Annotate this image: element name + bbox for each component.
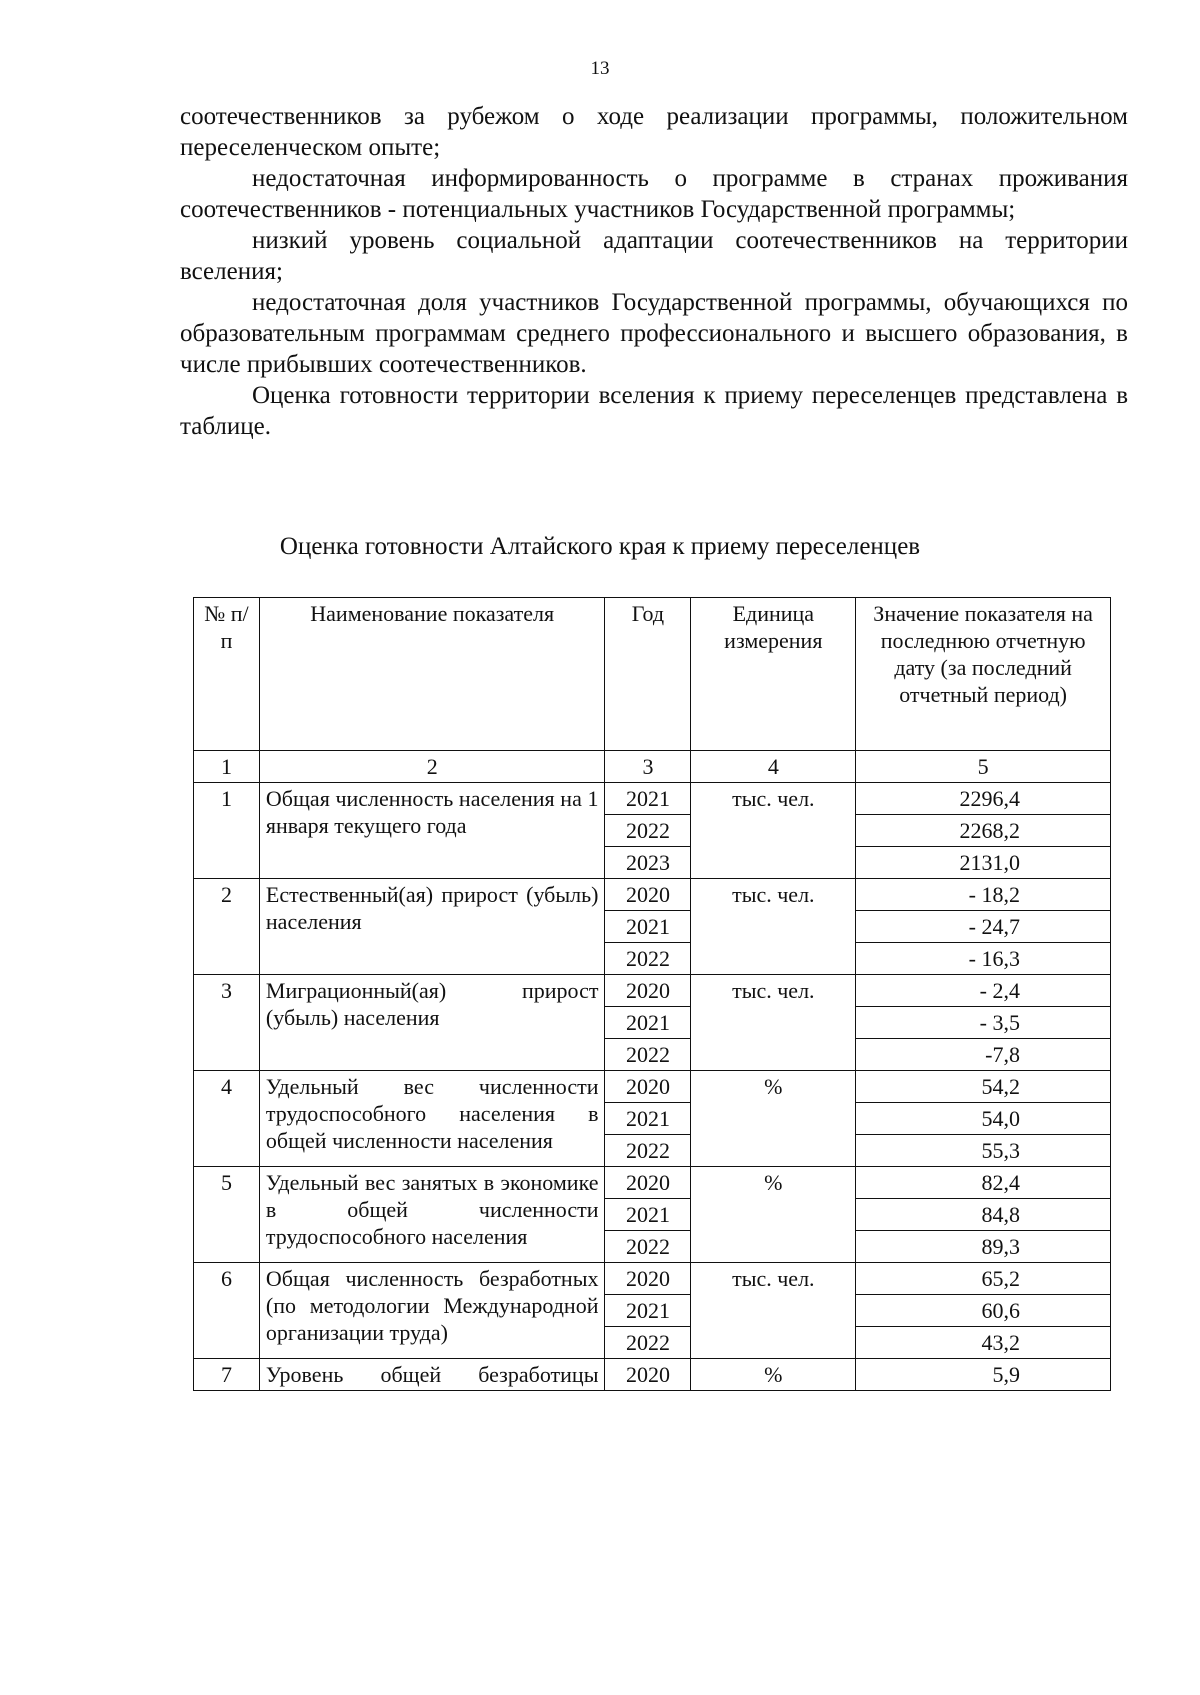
row-number: 5: [194, 1167, 260, 1263]
column-number: 1: [194, 751, 260, 783]
value-cell: 65,2: [856, 1263, 1111, 1295]
row-number: 1: [194, 783, 260, 879]
paragraph: недостаточная информированность о программе в странах проживания соотечественников - потенциальных участников Государственной программы;: [180, 165, 1128, 223]
year-cell: 2022: [605, 1231, 691, 1263]
value-cell: - 3,5: [856, 1007, 1111, 1039]
value-cell: - 2,4: [856, 975, 1111, 1007]
value-cell: 89,3: [856, 1231, 1111, 1263]
column-number: 5: [856, 751, 1111, 783]
unit-cell: тыс. чел.: [691, 879, 856, 975]
body-text: [180, 101, 1128, 442]
year-cell: 2022: [605, 943, 691, 975]
table-row: [194, 879, 1111, 911]
value-cell: 2296,4: [856, 783, 1111, 815]
paragraph: Оценка готовности территории вселения к приему переселенцев представлена в таблице.: [180, 382, 1128, 440]
table-row: [194, 783, 1111, 815]
unit-cell: %: [691, 1167, 856, 1263]
year-cell: 2023: [605, 847, 691, 879]
year-cell: 2020: [605, 1359, 691, 1391]
value-cell: 54,2: [856, 1071, 1111, 1103]
table-row: [194, 1167, 1111, 1199]
value-cell: 60,6: [856, 1295, 1111, 1327]
indicator-name: Миграционный(ая) прирост (убыль) населения: [259, 975, 605, 1071]
table-title: Оценка готовности Алтайского края к приему переселенцев: [279, 533, 921, 560]
unit-cell: тыс. чел.: [691, 975, 856, 1071]
year-cell: 2021: [605, 1199, 691, 1231]
year-cell: 2021: [605, 783, 691, 815]
table-row: [194, 1071, 1111, 1103]
unit-cell: тыс. чел.: [691, 1263, 856, 1359]
column-number: 2: [259, 751, 605, 783]
year-cell: 2020: [605, 975, 691, 1007]
year-cell: 2022: [605, 1327, 691, 1359]
year-cell: 2021: [605, 1103, 691, 1135]
unit-cell: %: [691, 1071, 856, 1167]
value-cell: - 16,3: [856, 943, 1111, 975]
year-cell: 2020: [605, 879, 691, 911]
indicator-name: Общая численность безработных (по методологии Международной организации труда): [259, 1263, 605, 1359]
year-cell: 2021: [605, 1295, 691, 1327]
year-cell: 2022: [605, 815, 691, 847]
column-number-row: [194, 751, 1111, 783]
row-number: 4: [194, 1071, 260, 1167]
value-cell: 5,9: [856, 1359, 1111, 1391]
year-cell: 2021: [605, 911, 691, 943]
table-row: [194, 975, 1111, 1007]
row-number: 2: [194, 879, 260, 975]
column-number: 3: [605, 751, 691, 783]
year-cell: 2020: [605, 1167, 691, 1199]
value-cell: 82,4: [856, 1167, 1111, 1199]
value-cell: 55,3: [856, 1135, 1111, 1167]
year-cell: 2020: [605, 1071, 691, 1103]
unit-cell: %: [691, 1359, 856, 1391]
page-number: 13: [590, 58, 610, 79]
value-cell: 2131,0: [856, 847, 1111, 879]
value-cell: 43,2: [856, 1327, 1111, 1359]
header-cell: Наименование показателя: [259, 598, 605, 751]
paragraph: недостаточная доля участников Государственной программы, обучающихся по образовательным программам среднего профессионального и высшего образования, в числе прибывших соотечественников.: [180, 289, 1128, 378]
paragraph: соотечественников за рубежом о ходе реализации программы, положительном переселенческом опыте;: [180, 103, 1128, 161]
value-cell: - 24,7: [856, 911, 1111, 943]
value-cell: 84,8: [856, 1199, 1111, 1231]
readiness-table: [193, 597, 1111, 1391]
header-cell: Единица измерения: [691, 598, 856, 751]
value-cell: - 18,2: [856, 879, 1111, 911]
value-cell: 54,0: [856, 1103, 1111, 1135]
table-row: [194, 1263, 1111, 1295]
column-number: 4: [691, 751, 856, 783]
year-cell: 2021: [605, 1007, 691, 1039]
unit-cell: тыс. чел.: [691, 783, 856, 879]
paragraph: низкий уровень социальной адаптации соотечественников на территории вселения;: [180, 227, 1128, 285]
year-cell: 2020: [605, 1263, 691, 1295]
value-cell: 2268,2: [856, 815, 1111, 847]
table-row: [194, 1359, 1111, 1391]
indicator-name: Естественный(ая) прирост (убыль) населения: [259, 879, 605, 975]
row-number: 7: [194, 1359, 260, 1391]
indicator-name: Общая численность населения на 1 января текущего года: [259, 783, 605, 879]
header-cell: Значение показателя на последнюю отчетную дату (за последний отчетный период): [856, 598, 1111, 751]
indicator-name: Удельный вес численности трудоспособного населения в общей численности населения: [259, 1071, 605, 1167]
row-number: 3: [194, 975, 260, 1071]
indicator-name: Уровень общей безработицы: [259, 1359, 605, 1391]
year-cell: 2022: [605, 1135, 691, 1167]
year-cell: 2022: [605, 1039, 691, 1071]
header-cell: № п/п: [194, 598, 260, 751]
value-cell: -7,8: [856, 1039, 1111, 1071]
row-number: 6: [194, 1263, 260, 1359]
header-cell: Год: [605, 598, 691, 751]
indicator-name: Удельный вес занятых в экономике в общей численности трудоспособного населения: [259, 1167, 605, 1263]
